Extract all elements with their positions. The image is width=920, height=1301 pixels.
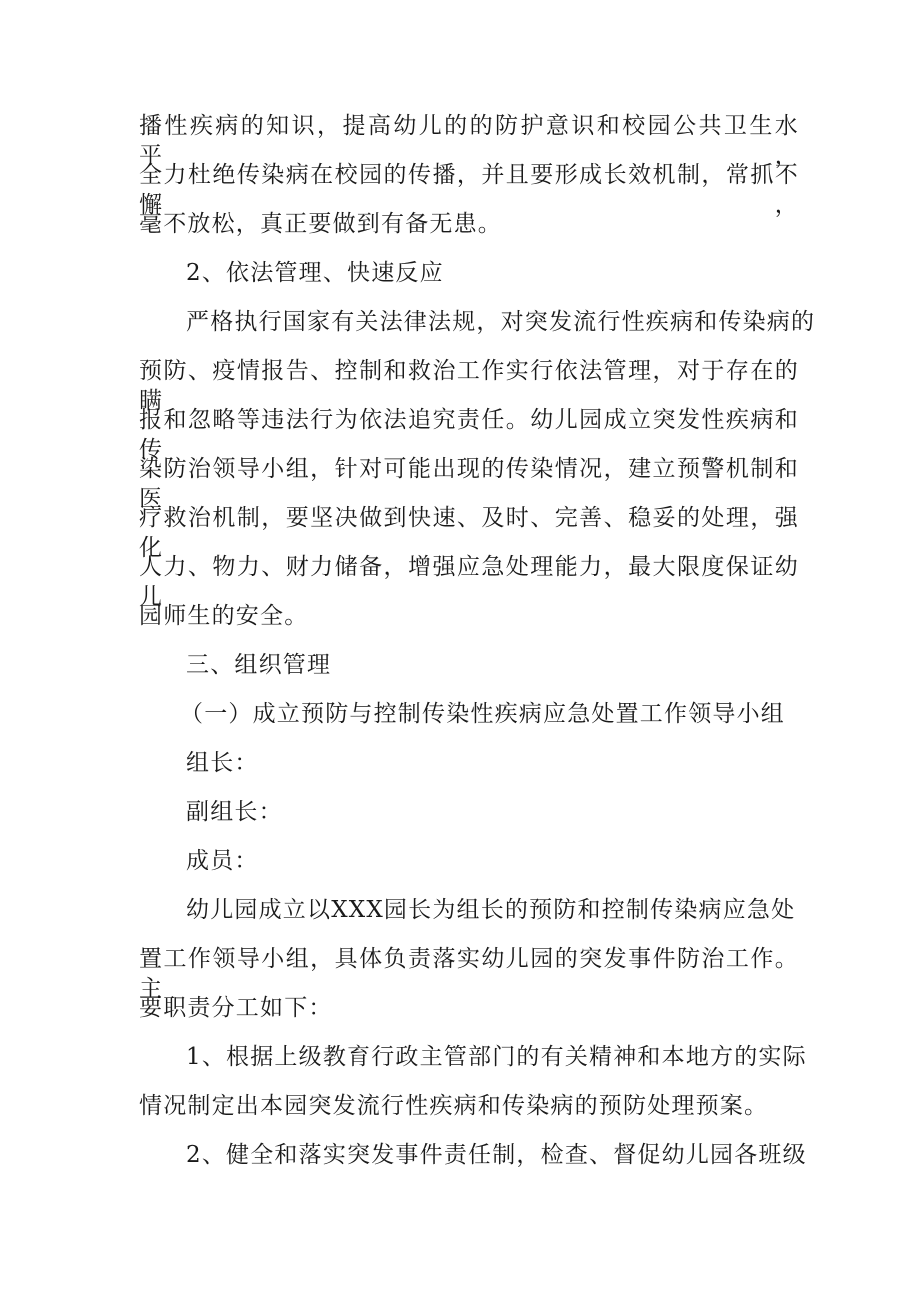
paragraph-line: 园师生的安全。 bbox=[139, 603, 309, 629]
paragraph-line: 幼儿园成立以XXX园长为组长的预防和控制传染病应急处 bbox=[186, 897, 796, 923]
chapter-heading: 三、组织管理 bbox=[186, 652, 332, 678]
subsection-heading: （一）成立预防与控制传染性疾病应急处置工作领导小组 bbox=[180, 701, 785, 727]
deputy-leader-field: 副组长： bbox=[186, 799, 283, 825]
paragraph-line: 人力、物力、财力储备，增强应急处理能力，最大限度保证幼儿 bbox=[139, 554, 799, 610]
paragraph-line: 毫不放松，真正要做到有备无患。 bbox=[139, 211, 502, 237]
paragraph-line: 情况制定出本园突发流行性疾病和传染病的预防处理预案。 bbox=[139, 1093, 769, 1119]
paragraph-line: 染防治领导小组，针对可能出现的传染情况，建立预警机制和医 bbox=[139, 456, 799, 512]
paragraph-line: 严格执行国家有关法律法规，对突发流行性疾病和传染病的 bbox=[186, 309, 816, 335]
paragraph-line: 2、健全和落实突发事件责任制，检查、督促幼儿园各班级 bbox=[186, 1142, 807, 1168]
leader-field: 组长： bbox=[186, 750, 259, 776]
paragraph-line: 要职责分工如下： bbox=[139, 995, 333, 1021]
paragraph-line: 疗救治机制，要坚决做到快速、及时、完善、稳妥的处理，强化 bbox=[139, 505, 799, 561]
members-field: 成员： bbox=[186, 848, 259, 874]
paragraph-line: 预防、疫情报告、控制和救治工作实行依法管理，对于存在的瞒 bbox=[139, 358, 799, 414]
paragraph-line: 1、根据上级教育行政主管部门的有关精神和本地方的实际 bbox=[186, 1044, 807, 1070]
section-heading: 2、依法管理、快速反应 bbox=[186, 260, 444, 286]
paragraph-line: 置工作领导小组，具体负责落实幼儿园的突发事件防治工作。主 bbox=[139, 946, 799, 1002]
paragraph-line: 播性疾病的知识，提高幼儿的的防护意识和校园公共卫生水平， bbox=[139, 113, 799, 169]
paragraph-line: 全力杜绝传染病在校园的传播，并且要形成长效机制，常抓不懈， bbox=[139, 162, 799, 218]
paragraph-line: 报和忽略等违法行为依法追究责任。幼儿园成立突发性疾病和传 bbox=[139, 407, 799, 463]
